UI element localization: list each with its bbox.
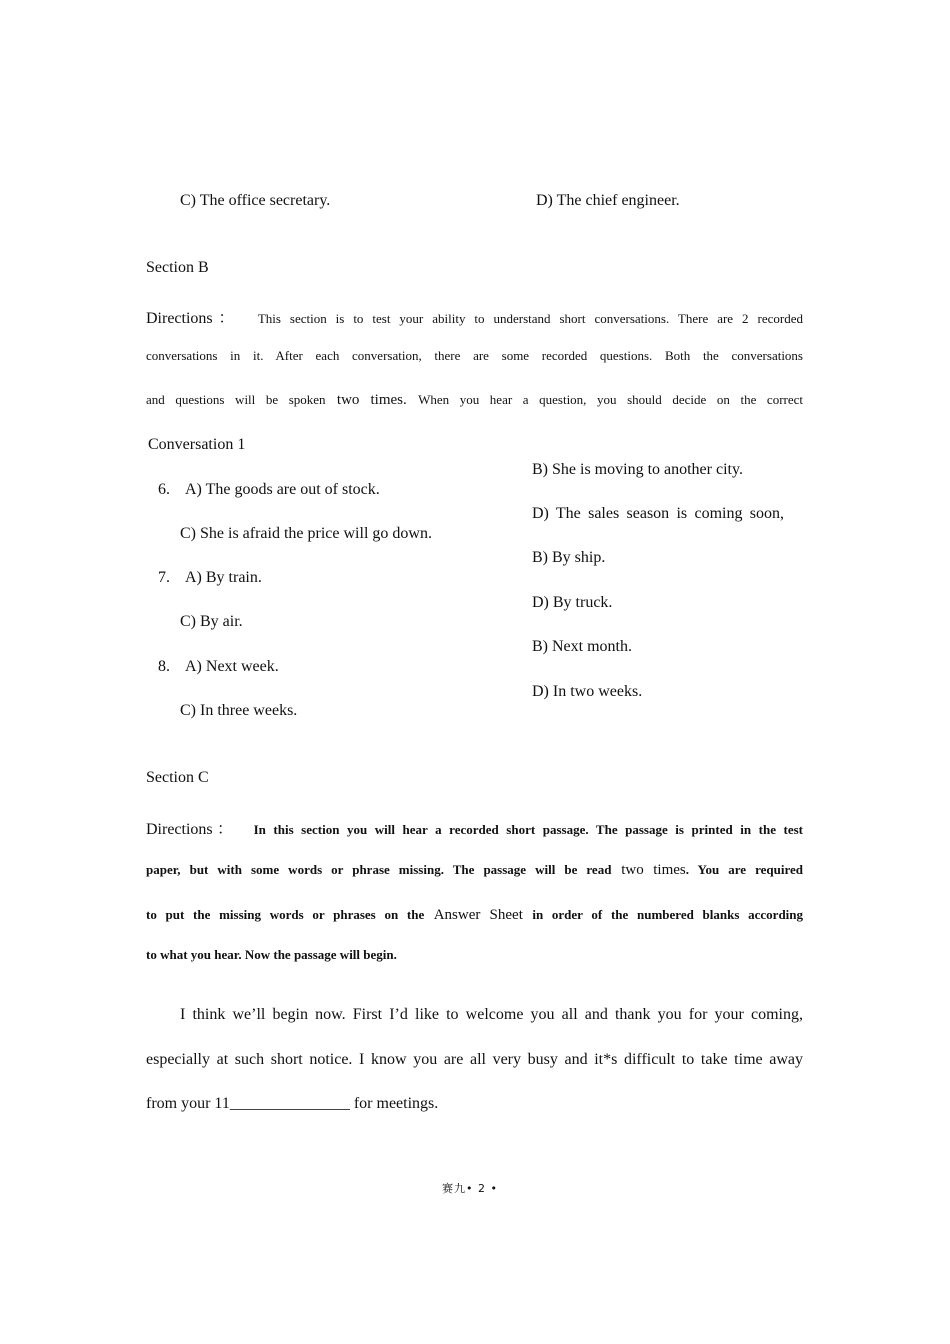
passage-line-3: from your 11_______________ for meetings. bbox=[146, 1095, 439, 1112]
section-c-directions-line3 bbox=[146, 906, 803, 924]
directions-text: . You are required bbox=[685, 862, 803, 877]
option-a: A) Next week. bbox=[185, 658, 279, 675]
option-b: B) Next month. bbox=[532, 638, 632, 655]
section-c-directions-line4: to what you hear. Now the passage will begin. bbox=[146, 947, 397, 962]
option-d: D) The sales season is coming soon, bbox=[532, 505, 784, 522]
question-number: 7. bbox=[158, 569, 170, 586]
section-b-directions-line3 bbox=[146, 391, 803, 409]
passage-line-1: I think we’ll begin now. First I’d like to welcome you all and thank you for your coming, bbox=[180, 1006, 803, 1023]
directions-label: Directions： bbox=[146, 310, 241, 327]
directions-text: In this section you will hear a recorded short passage. The passage is printed in the test bbox=[253, 822, 804, 837]
option-c: C) By air. bbox=[180, 613, 243, 630]
section-b-directions-line2: conversations in it. After each conversation, there are some recorded questions. Both the conversations bbox=[146, 348, 803, 363]
question-number: 6. bbox=[158, 481, 170, 498]
section-c-title: Section C bbox=[146, 769, 209, 786]
directions-text: This section is to test your ability to understand short conversations. There are 2 recorded bbox=[257, 311, 803, 326]
option-b: B) By ship. bbox=[532, 549, 606, 566]
directions-label: Directions： bbox=[146, 821, 238, 838]
option-b: B) She is moving to another city. bbox=[532, 461, 743, 478]
option-d: D) By truck. bbox=[532, 594, 613, 611]
option-a: A) By train. bbox=[185, 569, 262, 586]
option-d-prev: D) The chief engineer. bbox=[536, 192, 680, 209]
directions-emphasis: two times bbox=[621, 862, 686, 878]
directions-text: When you hear a question, you should decide on the correct bbox=[418, 392, 804, 407]
page-footer: 赛九• 2 • bbox=[442, 1182, 498, 1195]
directions-text: in order of the numbered blanks according bbox=[532, 907, 804, 922]
directions-emphasis: two times. bbox=[336, 392, 407, 408]
option-c: C) She is afraid the price will go down. bbox=[180, 525, 432, 542]
passage-line-2: especially at such short notice. I know you are all very busy and it*s difficult to take time away bbox=[146, 1051, 803, 1068]
option-c: C) In three weeks. bbox=[180, 702, 298, 719]
directions-text: to put the missing words or phrases on the bbox=[146, 907, 425, 922]
question-number: 8. bbox=[158, 658, 170, 675]
option-c-prev: C) The office secretary. bbox=[180, 192, 331, 209]
option-a: A) The goods are out of stock. bbox=[185, 481, 380, 498]
directions-text: paper, but with some words or phrase missing. The passage will be read bbox=[146, 862, 612, 877]
section-b-directions-line1 bbox=[146, 305, 803, 328]
section-c-directions-line1 bbox=[146, 816, 803, 839]
directions-emphasis: Answer Sheet bbox=[433, 907, 523, 923]
section-c-directions-line2 bbox=[146, 861, 803, 879]
section-b-title: Section B bbox=[146, 259, 209, 276]
directions-text: and questions will be spoken bbox=[146, 392, 326, 407]
option-d: D) In two weeks. bbox=[532, 683, 643, 700]
conversation-title: Conversation 1 bbox=[148, 436, 246, 453]
